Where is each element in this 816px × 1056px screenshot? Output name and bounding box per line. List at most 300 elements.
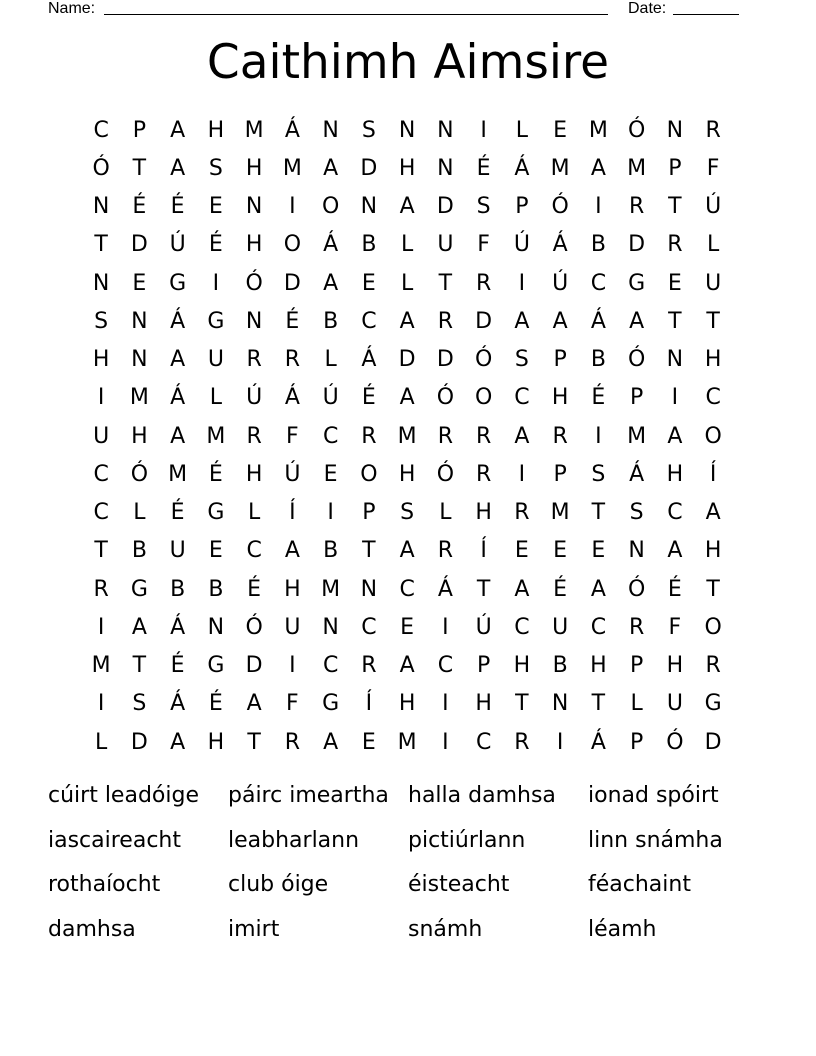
grid-letter: M [588, 117, 608, 143]
grid-letter: R [437, 308, 454, 334]
grid-letter: A [323, 270, 339, 296]
grid-letter: N [437, 117, 454, 143]
grid-letter: D [283, 270, 301, 296]
grid-letter: H [704, 347, 722, 373]
grid-letter: G [169, 270, 187, 296]
grid-letter: R [437, 423, 454, 449]
grid-letter: N [322, 614, 339, 640]
grid-letter: G [322, 691, 340, 717]
grid-letter: P [476, 653, 491, 679]
grid-letter: A [399, 538, 415, 564]
grid-letter: A [399, 308, 415, 334]
grid-letter: É [170, 500, 185, 526]
grid-letter: R [475, 270, 492, 296]
grid-letter: N [322, 117, 339, 143]
grid-letter: R [628, 194, 645, 220]
grid-letter: O [321, 194, 340, 220]
grid-letter: E [361, 729, 376, 755]
grid-letter: G [130, 576, 148, 602]
grid-letter: Ó [130, 461, 149, 487]
grid-letter: Ú [552, 270, 569, 296]
word-list-item: damhsa [48, 916, 136, 942]
grid-letter: E [323, 461, 338, 487]
grid-letter: H [590, 653, 607, 679]
grid-letter: C [705, 385, 721, 411]
grid-letter: T [706, 576, 720, 602]
name-blank-line [104, 14, 608, 15]
grid-letter: C [93, 461, 109, 487]
grid-letter: N [92, 270, 110, 296]
grid-letter: É [591, 385, 606, 411]
grid-letter: Ó [245, 614, 263, 640]
grid-letter: S [476, 194, 491, 220]
word-list-item: halla damhsa [408, 783, 556, 808]
grid-letter: D [130, 232, 148, 258]
grid-letter: P [629, 385, 644, 411]
grid-letter: T [362, 538, 376, 564]
grid-letter: E [591, 538, 606, 564]
grid-letter: A [323, 155, 339, 181]
grid-letter: M [206, 423, 226, 449]
grid-letter: H [284, 576, 301, 602]
grid-letter: H [475, 691, 492, 717]
grid-letter: A [399, 385, 415, 411]
grid-letter: A [629, 308, 645, 334]
grid-letter: L [133, 500, 146, 526]
grid-letter: D [245, 653, 263, 679]
grid-letter: C [322, 653, 339, 679]
grid-letter: R [437, 538, 454, 564]
grid-letter: U [169, 538, 186, 564]
grid-letter: H [666, 653, 684, 679]
word-list-item: iascaireacht [48, 827, 181, 853]
grid-letter: H [131, 423, 148, 449]
grid-letter: I [289, 194, 296, 220]
grid-letter: L [247, 500, 261, 526]
grid-letter: C [514, 385, 530, 411]
grid-letter: T [132, 653, 147, 679]
grid-letter: H [513, 653, 531, 679]
grid-letter: U [207, 347, 224, 373]
grid-letter: P [132, 117, 147, 143]
grid-letter: F [706, 155, 720, 181]
word-list-item: rothaíocht [48, 872, 161, 897]
grid-letter: M [627, 155, 647, 181]
grid-letter: B [590, 347, 606, 373]
grid-letter: R [552, 423, 568, 449]
grid-letter: E [514, 538, 529, 564]
grid-letter: C [590, 614, 607, 640]
grid-letter: Á [361, 347, 377, 373]
grid-letter: C [514, 614, 530, 640]
grid-letter: I [97, 614, 105, 640]
grid-letter: C [246, 538, 262, 564]
grid-letter: R [705, 117, 721, 143]
grid-letter: H [245, 232, 263, 258]
grid-letter: A [590, 155, 606, 181]
grid-letter: I [518, 461, 526, 487]
grid-letter: A [170, 117, 186, 143]
grid-letter: L [209, 385, 222, 411]
grid-letter: G [207, 500, 225, 526]
grid-letter: H [398, 155, 416, 181]
grid-letter: L [94, 729, 108, 755]
grid-letter: É [285, 308, 300, 334]
grid-letter: Ó [474, 347, 493, 373]
grid-letter: Á [170, 614, 186, 640]
grid-letter: D [398, 347, 416, 373]
grid-letter: C [437, 653, 454, 679]
grid-letter: Á [629, 461, 645, 487]
grid-letter: Ú [475, 614, 492, 640]
grid-letter: Ó [245, 270, 263, 296]
grid-letter: M [627, 423, 647, 449]
grid-letter: Á [284, 385, 300, 411]
word-list-item: pictiúrlann [408, 827, 526, 853]
grid-letter: Ó [627, 576, 646, 602]
grid-letter: C [399, 576, 415, 602]
grid-letter: Ú [246, 385, 263, 411]
grid-letter: É [208, 232, 223, 258]
grid-letter: T [94, 232, 108, 258]
grid-letter: H [704, 538, 722, 564]
grid-letter: D [360, 155, 378, 181]
grid-letter: G [628, 270, 646, 296]
grid-letter: Á [323, 232, 339, 258]
grid-letter: A [590, 576, 606, 602]
grid-letter: P [668, 155, 682, 181]
grid-letter: H [666, 461, 684, 487]
grid-letter: D [436, 194, 454, 220]
grid-letter: A [284, 538, 300, 564]
grid-letter: P [515, 194, 529, 220]
grid-letter: Ó [666, 729, 684, 755]
grid-letter: S [361, 117, 376, 143]
grid-letter: M [244, 117, 264, 143]
grid-letter: C [361, 308, 377, 334]
grid-letter: R [93, 576, 109, 602]
grid-letter: A [170, 155, 186, 181]
grid-letter: M [550, 500, 570, 526]
grid-letter: Á [437, 576, 453, 602]
grid-letter: Í [709, 461, 717, 487]
grid-letter: S [208, 155, 223, 181]
grid-letter: S [591, 461, 606, 487]
grid-letter: O [360, 461, 378, 487]
word-list-item: léamh [588, 916, 657, 942]
grid-letter: N [245, 308, 263, 334]
grid-letter: Ó [627, 117, 646, 143]
grid-letter: Á [590, 308, 606, 334]
grid-letter: A [705, 500, 721, 526]
grid-letter: T [132, 155, 147, 181]
grid-letter: Ó [436, 385, 455, 411]
grid-letter: L [630, 691, 643, 717]
grid-letter: N [245, 194, 263, 220]
grid-letter: Á [170, 308, 186, 334]
grid-letter: C [93, 500, 109, 526]
grid-letter: H [398, 691, 416, 717]
name-label: Name: [48, 0, 96, 17]
grid-letter: N [131, 347, 148, 373]
grid-letter: Á [170, 385, 186, 411]
grid-letter: É [476, 155, 491, 181]
grid-letter: H [245, 461, 263, 487]
grid-letter: I [212, 270, 220, 296]
grid-letter: I [97, 385, 105, 411]
grid-letter: P [362, 500, 376, 526]
grid-letter: D [704, 729, 722, 755]
grid-letter: I [442, 729, 449, 755]
grid-letter: R [628, 614, 645, 640]
grid-letter: N [551, 691, 569, 717]
grid-letter: N [398, 117, 416, 143]
grid-letter: M [168, 461, 188, 487]
grid-letter: A [514, 576, 530, 602]
grid-letter: B [323, 538, 339, 564]
grid-letter: É [132, 194, 147, 220]
grid-letter: H [475, 500, 492, 526]
grid-letter: E [667, 270, 682, 296]
grid-letter: É [208, 691, 223, 717]
grid-letter: D [130, 729, 148, 755]
grid-letter: H [551, 385, 569, 411]
word-list-item: linn snámha [588, 827, 723, 853]
grid-letter: A [131, 614, 147, 640]
grid-letter: H [245, 155, 263, 181]
grid-letter: M [129, 385, 149, 411]
grid-letter: D [436, 347, 454, 373]
grid-letter: A [514, 423, 530, 449]
grid-letter: I [442, 614, 449, 640]
grid-letter: F [668, 614, 682, 640]
grid-letter: I [556, 729, 564, 755]
grid-letter: Ó [551, 194, 569, 220]
grid-letter: L [515, 117, 528, 143]
grid-letter: Ú [284, 461, 301, 487]
grid-letter: I [671, 385, 679, 411]
grid-letter: T [247, 729, 261, 755]
name-date-header [0, 0, 816, 20]
grid-letter: A [170, 347, 186, 373]
grid-letter: T [706, 308, 720, 334]
grid-letter: O [704, 614, 722, 640]
grid-letter: R [514, 500, 530, 526]
grid-letter: L [400, 232, 414, 258]
grid-letter: S [94, 308, 109, 334]
date-blank-line [673, 14, 739, 15]
grid-letter: T [668, 308, 682, 334]
grid-letter: Ú [322, 385, 339, 411]
letter-grid [82, 111, 732, 761]
date-label: Date: [628, 0, 667, 17]
grid-letter: F [286, 423, 299, 449]
grid-letter: B [323, 308, 339, 334]
grid-letter: B [208, 576, 224, 602]
grid-letter: É [553, 576, 568, 602]
grid-letter: R [284, 729, 301, 755]
grid-letter: N [360, 576, 378, 602]
grid-letter: Ó [627, 347, 646, 373]
grid-letter: N [666, 347, 684, 373]
grid-letter: F [286, 691, 299, 717]
grid-letter: N [666, 117, 684, 143]
grid-letter: H [92, 347, 110, 373]
grid-letter: M [550, 155, 570, 181]
grid-letter: Í [365, 691, 373, 717]
grid-letter: T [438, 270, 453, 296]
grid-letter: C [361, 614, 377, 640]
grid-letter: T [476, 576, 491, 602]
grid-letter: R [361, 423, 377, 449]
grid-letter: I [97, 691, 105, 717]
grid-letter: E [208, 194, 223, 220]
grid-letter: A [399, 653, 415, 679]
word-list [48, 776, 768, 954]
grid-letter: É [247, 576, 262, 602]
grid-letter: C [475, 729, 492, 755]
grid-letter: U [284, 614, 301, 640]
grid-letter: Í [289, 500, 296, 526]
grid-letter: H [207, 729, 225, 755]
grid-letter: M [91, 653, 111, 679]
grid-letter: U [93, 423, 110, 449]
grid-letter: M [397, 423, 417, 449]
grid-letter: E [553, 538, 568, 564]
grid-letter: N [131, 308, 148, 334]
grid-letter: U [552, 614, 569, 640]
grid-letter: Á [552, 232, 568, 258]
grid-letter: O [283, 232, 302, 258]
page-title: Caithimh Aimsire [206, 35, 610, 90]
grid-letter: A [170, 423, 186, 449]
grid-letter: A [246, 691, 262, 717]
grid-letter: T [591, 500, 606, 526]
grid-letter: C [667, 500, 683, 526]
grid-letter: A [170, 729, 186, 755]
grid-letter: D [628, 232, 646, 258]
word-list-item: imirt [228, 916, 280, 942]
grid-letter: R [514, 729, 530, 755]
grid-letter: C [93, 117, 109, 143]
grid-letter: P [553, 347, 567, 373]
grid-letter: T [668, 194, 682, 220]
word-list-item: snámh [408, 916, 483, 942]
grid-letter: R [667, 232, 683, 258]
grid-letter: Ú [705, 194, 722, 220]
grid-letter: U [666, 691, 683, 717]
grid-letter: R [475, 423, 492, 449]
grid-letter: R [361, 653, 377, 679]
grid-letter: I [518, 270, 526, 296]
word-list-item: éisteacht [408, 872, 510, 897]
grid-letter: N [92, 194, 110, 220]
grid-letter: I [595, 423, 602, 449]
grid-letter: F [477, 232, 490, 258]
grid-letter: H [207, 117, 225, 143]
grid-letter: A [514, 308, 530, 334]
grid-letter: T [94, 538, 108, 564]
grid-letter: M [397, 729, 417, 755]
grid-letter: B [131, 538, 147, 564]
grid-letter: A [552, 308, 568, 334]
grid-letter: T [515, 691, 529, 717]
grid-letter: É [170, 653, 185, 679]
grid-letter: Á [284, 117, 300, 143]
grid-letter: A [323, 729, 339, 755]
grid-letter: N [360, 194, 378, 220]
grid-letter: É [170, 194, 185, 220]
grid-letter: B [170, 576, 186, 602]
grid-letter: N [437, 155, 454, 181]
grid-letter: E [361, 270, 376, 296]
grid-letter: C [590, 270, 607, 296]
grid-letter: P [629, 729, 644, 755]
grid-letter: L [400, 270, 414, 296]
grid-letter: I [480, 117, 487, 143]
grid-letter: T [591, 691, 606, 717]
grid-letter: Ó [436, 461, 455, 487]
grid-letter: I [442, 691, 449, 717]
grid-letter: Á [170, 691, 186, 717]
grid-letter: B [590, 232, 606, 258]
grid-letter: É [361, 385, 376, 411]
grid-letter: B [552, 653, 568, 679]
grid-letter: R [246, 423, 262, 449]
grid-letter: G [207, 308, 225, 334]
grid-letter: P [553, 461, 567, 487]
word-list-item: páirc imeartha [228, 783, 389, 808]
grid-letter: E [400, 614, 415, 640]
grid-letter: Ú [169, 232, 186, 258]
grid-letter: Á [590, 729, 606, 755]
grid-letter: I [289, 653, 296, 679]
grid-letter: O [474, 385, 493, 411]
grid-letter: Ó [92, 155, 110, 181]
grid-letter: L [324, 347, 337, 373]
grid-letter: C [322, 423, 339, 449]
grid-letter: P [629, 653, 644, 679]
grid-letter: I [327, 500, 334, 526]
grid-letter: A [399, 194, 415, 220]
grid-letter: L [706, 232, 720, 258]
grid-letter: D [475, 308, 493, 334]
grid-letter: E [208, 538, 223, 564]
grid-letter: E [132, 270, 147, 296]
grid-letter: M [321, 576, 341, 602]
grid-letter: B [361, 232, 377, 258]
grid-letter: S [629, 500, 644, 526]
grid-letter: N [628, 538, 645, 564]
grid-letter: A [667, 423, 683, 449]
grid-letter: H [398, 461, 416, 487]
word-list-item: ionad spóirt [588, 783, 719, 808]
grid-letter: É [208, 461, 223, 487]
grid-letter: R [705, 653, 721, 679]
grid-letter: M [282, 155, 302, 181]
grid-letter: U [437, 232, 454, 258]
grid-letter: S [400, 500, 415, 526]
grid-letter: U [705, 270, 722, 296]
grid-letter: N [207, 614, 225, 640]
word-list-item: club óige [228, 872, 329, 897]
grid-letter: É [667, 576, 682, 602]
grid-letter: S [514, 347, 529, 373]
grid-letter: A [667, 538, 683, 564]
grid-letter: E [553, 117, 568, 143]
word-list-item: cúirt leadóige [48, 783, 199, 808]
grid-letter: S [132, 691, 147, 717]
